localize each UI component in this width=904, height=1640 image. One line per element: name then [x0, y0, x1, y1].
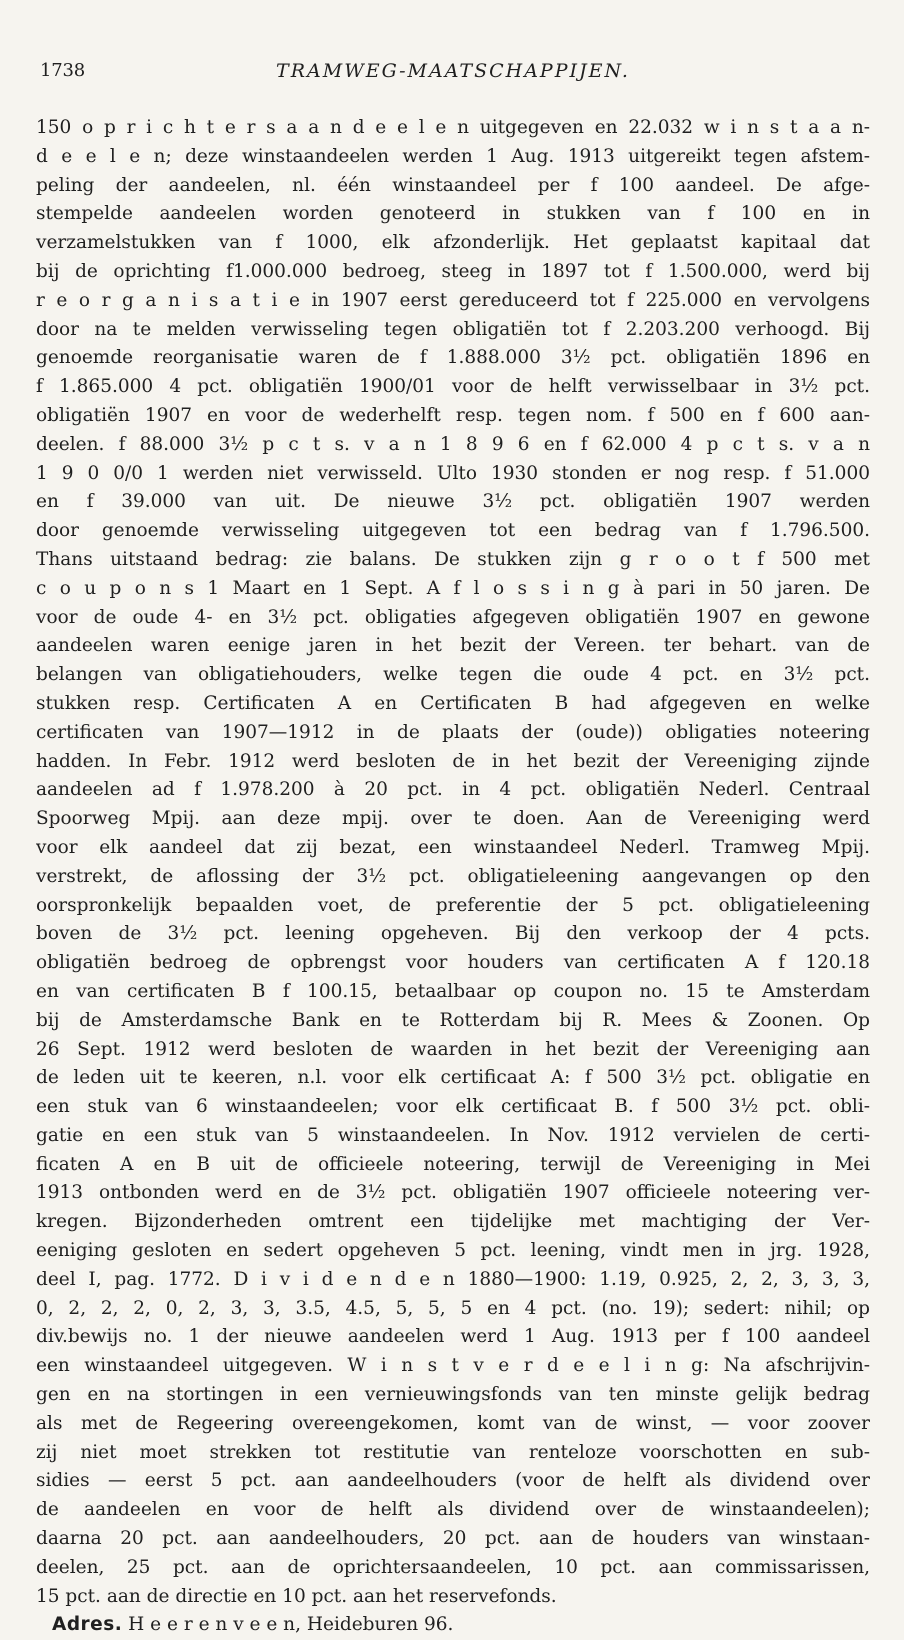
- text-line: 1 9 0 0/0 1 werden niet verwisseld. Ulto 1930 stonden er nog resp. f 51.000: [36, 462, 870, 484]
- text-line: deelen, 25 pct. aan de oprichtersaandeelen, 10 pct. aan commissarissen,: [36, 1556, 870, 1578]
- text-line: div.bewijs no. 1 der nieuwe aandeelen werd 1 Aug. 1913 per f 100 aandeel: [36, 1326, 870, 1348]
- text-line: voor de oude 4- en 3½ pct. obligaties afgegeven obligatiën 1907 en gewone: [36, 606, 870, 628]
- text-line: f 1.865.000 4 pct. obligatiën 1900/01 voor de helft verwisselbaar in 3½ pct.: [36, 376, 870, 398]
- text-line: peling der aandeelen, nl. één winstaandeel per f 100 aandeel. De afge-: [36, 174, 870, 196]
- text-line: 0, 2, 2, 2, 0, 2, 3, 3, 3.5, 4.5, 5, 5, 5 en 4 pct. (no. 19); sedert: nihil; op: [36, 1297, 870, 1319]
- text-line: verzamelstukken van f 1000, elk afzonderlijk. Het geplaatst kapitaal dat: [36, 232, 870, 254]
- text-line: Spoorweg Mpij. aan deze mpij. over te doen. Aan de Vereeniging werd: [36, 808, 870, 830]
- text-line: 1913 ontbonden werd en de 3½ pct. obligatiën 1907 officieele noteering ver-: [36, 1182, 870, 1204]
- text-line: ficaten A en B uit de officieele noteering, terwijl de Vereeniging in Mei: [36, 1153, 870, 1175]
- text-line: bij de Amsterdamsche Bank en te Rotterdam bij R. Mees & Zoonen. Op: [36, 1009, 870, 1031]
- text-line: zij niet moet strekken tot restitutie van renteloze voorschotten en sub-: [36, 1441, 870, 1463]
- address-line: [36, 1611, 870, 1640]
- text-line: d e e l e n; deze winstaandeelen werden 1 Aug. 1913 uitgereikt tegen afstem-: [36, 145, 870, 167]
- text-line: r e o r g a n i s a t i e in 1907 eerst gereduceerd tot f 225.000 en vervolgens: [36, 289, 870, 311]
- text-line: certificaten van 1907—1912 in de plaats der (oude)) obligaties noteering: [36, 721, 870, 743]
- address-label: Adres.: [52, 1614, 123, 1636]
- text-line: sidies — eerst 5 pct. aan aandeelhouders (voor de helft als dividend over: [36, 1470, 870, 1492]
- text-line: en f 39.000 van uit. De nieuwe 3½ pct. obligatiën 1907 werden: [36, 491, 870, 513]
- text-line: eeniging gesloten en sedert opgeheven 5 pct. leening, vindt men in jrg. 1928,: [36, 1240, 870, 1262]
- text-line: kregen. Bijzonderheden omtrent een tijdelijke met machtiging der Ver-: [36, 1211, 870, 1233]
- text-line: oorspronkelijk bepaalden voet, de preferentie der 5 pct. obligatieleening: [36, 894, 870, 916]
- text-line: daarna 20 pct. aan aandeelhouders, 20 pct. aan de houders van winstaan-: [36, 1528, 870, 1550]
- text-line: boven de 3½ pct. leening opgeheven. Bij den verkoop der 4 pcts.: [36, 923, 870, 945]
- running-title: TRAMWEG-MAATSCHAPPIJEN.: [276, 60, 630, 82]
- body-text: [36, 114, 870, 1611]
- text-line: obligatiën 1907 en voor de wederhelft resp. tegen nom. f 500 en f 600 aan-: [36, 404, 870, 426]
- text-line: en van certificaten B f 100.15, betaalbaar op coupon no. 15 te Amsterdam: [36, 980, 870, 1002]
- text-line: stukken resp. Certificaten A en Certificaten B had afgegeven en welke: [36, 692, 870, 714]
- text-line: voor elk aandeel dat zij bezat, een winstaandeel Nederl. Tramweg Mpij.: [36, 836, 870, 858]
- text-line: een winstaandeel uitgegeven. W i n s t v e r d e e l i n g: Na afschrijvin-: [36, 1355, 870, 1377]
- page-header: [36, 60, 870, 98]
- text-line: 15 pct. aan de directie en 10 pct. aan het reservefonds.: [36, 1585, 557, 1607]
- text-line: deelen. f 88.000 3½ p c t s. v a n 1 8 9 6 en f 62.000 4 p c t s. v a n: [36, 433, 870, 455]
- text-line: deel I, pag. 1772. D i v i d e n d e n 1880—1900: 1.19, 0.925, 2, 2, 3, 3, 3,: [36, 1268, 870, 1290]
- text-line: door na te melden verwisseling tegen obligatiën tot f 2.203.200 verhoogd. Bij: [36, 318, 870, 340]
- text-line: een stuk van 6 winstaandeelen; voor elk certificaat B. f 500 3½ pct. obli-: [36, 1096, 870, 1118]
- text-line: als met de Regeering overeengekomen, komt van de winst, — voor zoover: [36, 1412, 870, 1434]
- text-line: Thans uitstaand bedrag: zie balans. De stukken zijn g r o o t f 500 met: [36, 548, 870, 570]
- text-line: verstrekt, de aflossing der 3½ pct. obligatieleening aangevangen op den: [36, 865, 870, 887]
- text-line: obligatiën bedroeg de opbrengst voor houders van certificaten A f 120.18: [36, 952, 870, 974]
- address-value: H e e r e n v e e n, Heideburen 96.: [128, 1614, 454, 1636]
- text-line: de leden uit te keeren, n.l. voor elk certificaat A: f 500 3½ pct. obligatie en: [36, 1067, 870, 1089]
- text-line: aandeelen ad f 1.978.200 à 20 pct. in 4 pct. obligatiën Nederl. Centraal: [36, 779, 870, 801]
- text-line: gen en na stortingen in een vernieuwingsfonds van ten minste gelijk bedrag: [36, 1384, 870, 1406]
- text-line: bij de oprichting f1.000.000 bedroeg, steeg in 1897 tot f 1.500.000, werd bij: [36, 260, 870, 282]
- text-line: c o u p o n s 1 Maart en 1 Sept. A f l o s s i n g à pari in 50 jaren. De: [36, 577, 870, 599]
- text-line: de aandeelen en voor de helft als dividend over de winstaandeelen);: [36, 1499, 870, 1521]
- text-line: hadden. In Febr. 1912 werd besloten de in het bezit der Vereeniging zijnde: [36, 750, 870, 772]
- text-line: 26 Sept. 1912 werd besloten de waarden in het bezit der Vereeniging aan: [36, 1038, 870, 1060]
- text-line: belangen van obligatiehouders, welke tegen die oude 4 pct. en 3½ pct.: [36, 664, 870, 686]
- text-line: stempelde aandeelen worden genoteerd in stukken van f 100 en in: [36, 203, 870, 225]
- page-number: 1738: [40, 60, 86, 81]
- text-line: door genoemde verwisseling uitgegeven tot een bedrag van f 1.796.500.: [36, 520, 870, 542]
- text-line: genoemde reorganisatie waren de f 1.888.000 3½ pct. obligatiën 1896 en: [36, 347, 870, 369]
- text-line: gatie en een stuk van 5 winstaandeelen. In Nov. 1912 vervielen de certi-: [36, 1124, 870, 1146]
- text-line: aandeelen waren eenige jaren in het bezit der Vereen. ter behart. van de: [36, 635, 870, 657]
- text-line: 150 o p r i c h t e r s a a n d e e l e n uitgegeven en 22.032 w i n s t a a n-: [36, 117, 870, 138]
